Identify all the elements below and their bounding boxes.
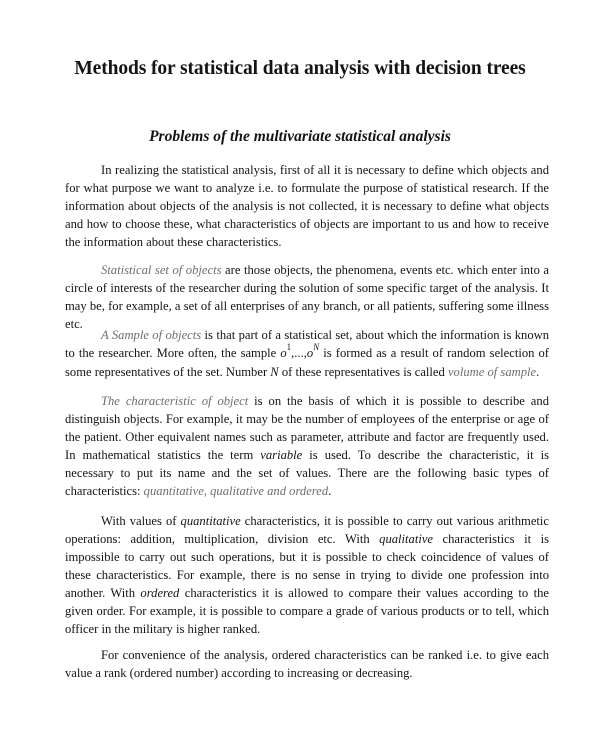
paragraph-convenience-text: For convenience of the analysis, ordered characteristics can be ranked i.e. to give each value a rank (ordered number) according to increasing or decreasing. [65,648,549,680]
term-qualitative: qualitative [379,532,434,546]
paragraph-characteristic-text-1: is on the basis of which it is possible to describe and distinguish objects. For example, it may be the number of employees of the enterprise or age of the patient. Other equivalent names such as parameter, attribute and factor are frequently used. In mathematical statistics the term [65,394,549,462]
paragraph-values-text-1: With values of [101,514,181,528]
paragraph-convenience [65,646,549,682]
paragraph-characteristic-text-2: is used. To describe the characteristic, it is necessary to put its name and the set of values. There are the following basic types of characteristics: [65,448,549,498]
sample-sup-1: 1 [286,342,292,352]
paragraph-statistical-set [65,261,549,333]
paragraph-sample-text-2: is formed as a result of random selection of some representatives of the set. Number [65,346,549,379]
paragraph-values-text-3: characteristics it is impossible to carry out such operations, but it is possible to check coincidence of values of these characteristics. For example, there is no sense in trying to divide one profession into another. With [65,532,549,600]
term-variable: variable [260,448,303,462]
paragraph-sample-text-1: is that part of a statistical set, about which the information is known to the researcher. More often, the sample [65,328,550,360]
term-volume-of-sample: volume of sample [447,365,537,379]
paragraph-sample-dot: . [536,365,540,379]
document-title: Methods for statistical data analysis with decision trees [74,58,526,79]
paragraph-characteristic-dot: . [328,484,332,498]
paragraph-statistical-set-text: are those objects, the phenomena, events etc. which enter into a circle of interests of the researcher during the solution of some specific target of the analysis. It may be, for example, a set of all enterprises of any branch, or all patients, suffering some illness etc. [65,263,550,331]
term-characteristic: The characteristic of object [101,394,249,408]
paragraph-intro-text: In realizing the statistical analysis, first of all it is necessary to define which objects and for what purpose we want to analyze i.e. to formulate the purpose of statistical research. If the information about objects of the analysis is not collected, it is necessary to define what objects and how to choose these, what characteristics of objects are important to us and how to receive the information about these characteristics. [65,163,549,249]
paragraph-values-text-4: characteristics it is allowed to compare their values according to the given order. For example, it is possible to compare a grade of various products or to tell, which officer in the military is higher ranked. [65,586,549,636]
paragraph-values [65,512,549,638]
sample-o1: o [280,346,287,360]
sample-oN: o [306,346,314,360]
paragraph-intro [65,161,549,251]
sample-separator: ,..., [291,346,307,360]
paragraph-sample [65,326,549,381]
section-heading: Problems of the multivariate statistical analysis [149,128,451,145]
sample-N: N [270,365,279,379]
paragraph-sample-text-3: of these representatives is called [278,365,448,379]
term-sample: A Sample of objects [101,328,202,342]
paragraph-values-text-2: characteristics, it is possible to carry out various arithmetic operations: addition, multiplication, division etc. With [65,514,549,546]
term-types: quantitative, qualitative and ordered [143,484,329,498]
term-statistical-set: Statistical set of objects [101,263,222,277]
term-ordered: ordered [140,586,180,600]
sample-sup-N: N [313,342,320,352]
paragraph-characteristic [65,392,549,500]
term-quantitative: quantitative [180,514,241,528]
